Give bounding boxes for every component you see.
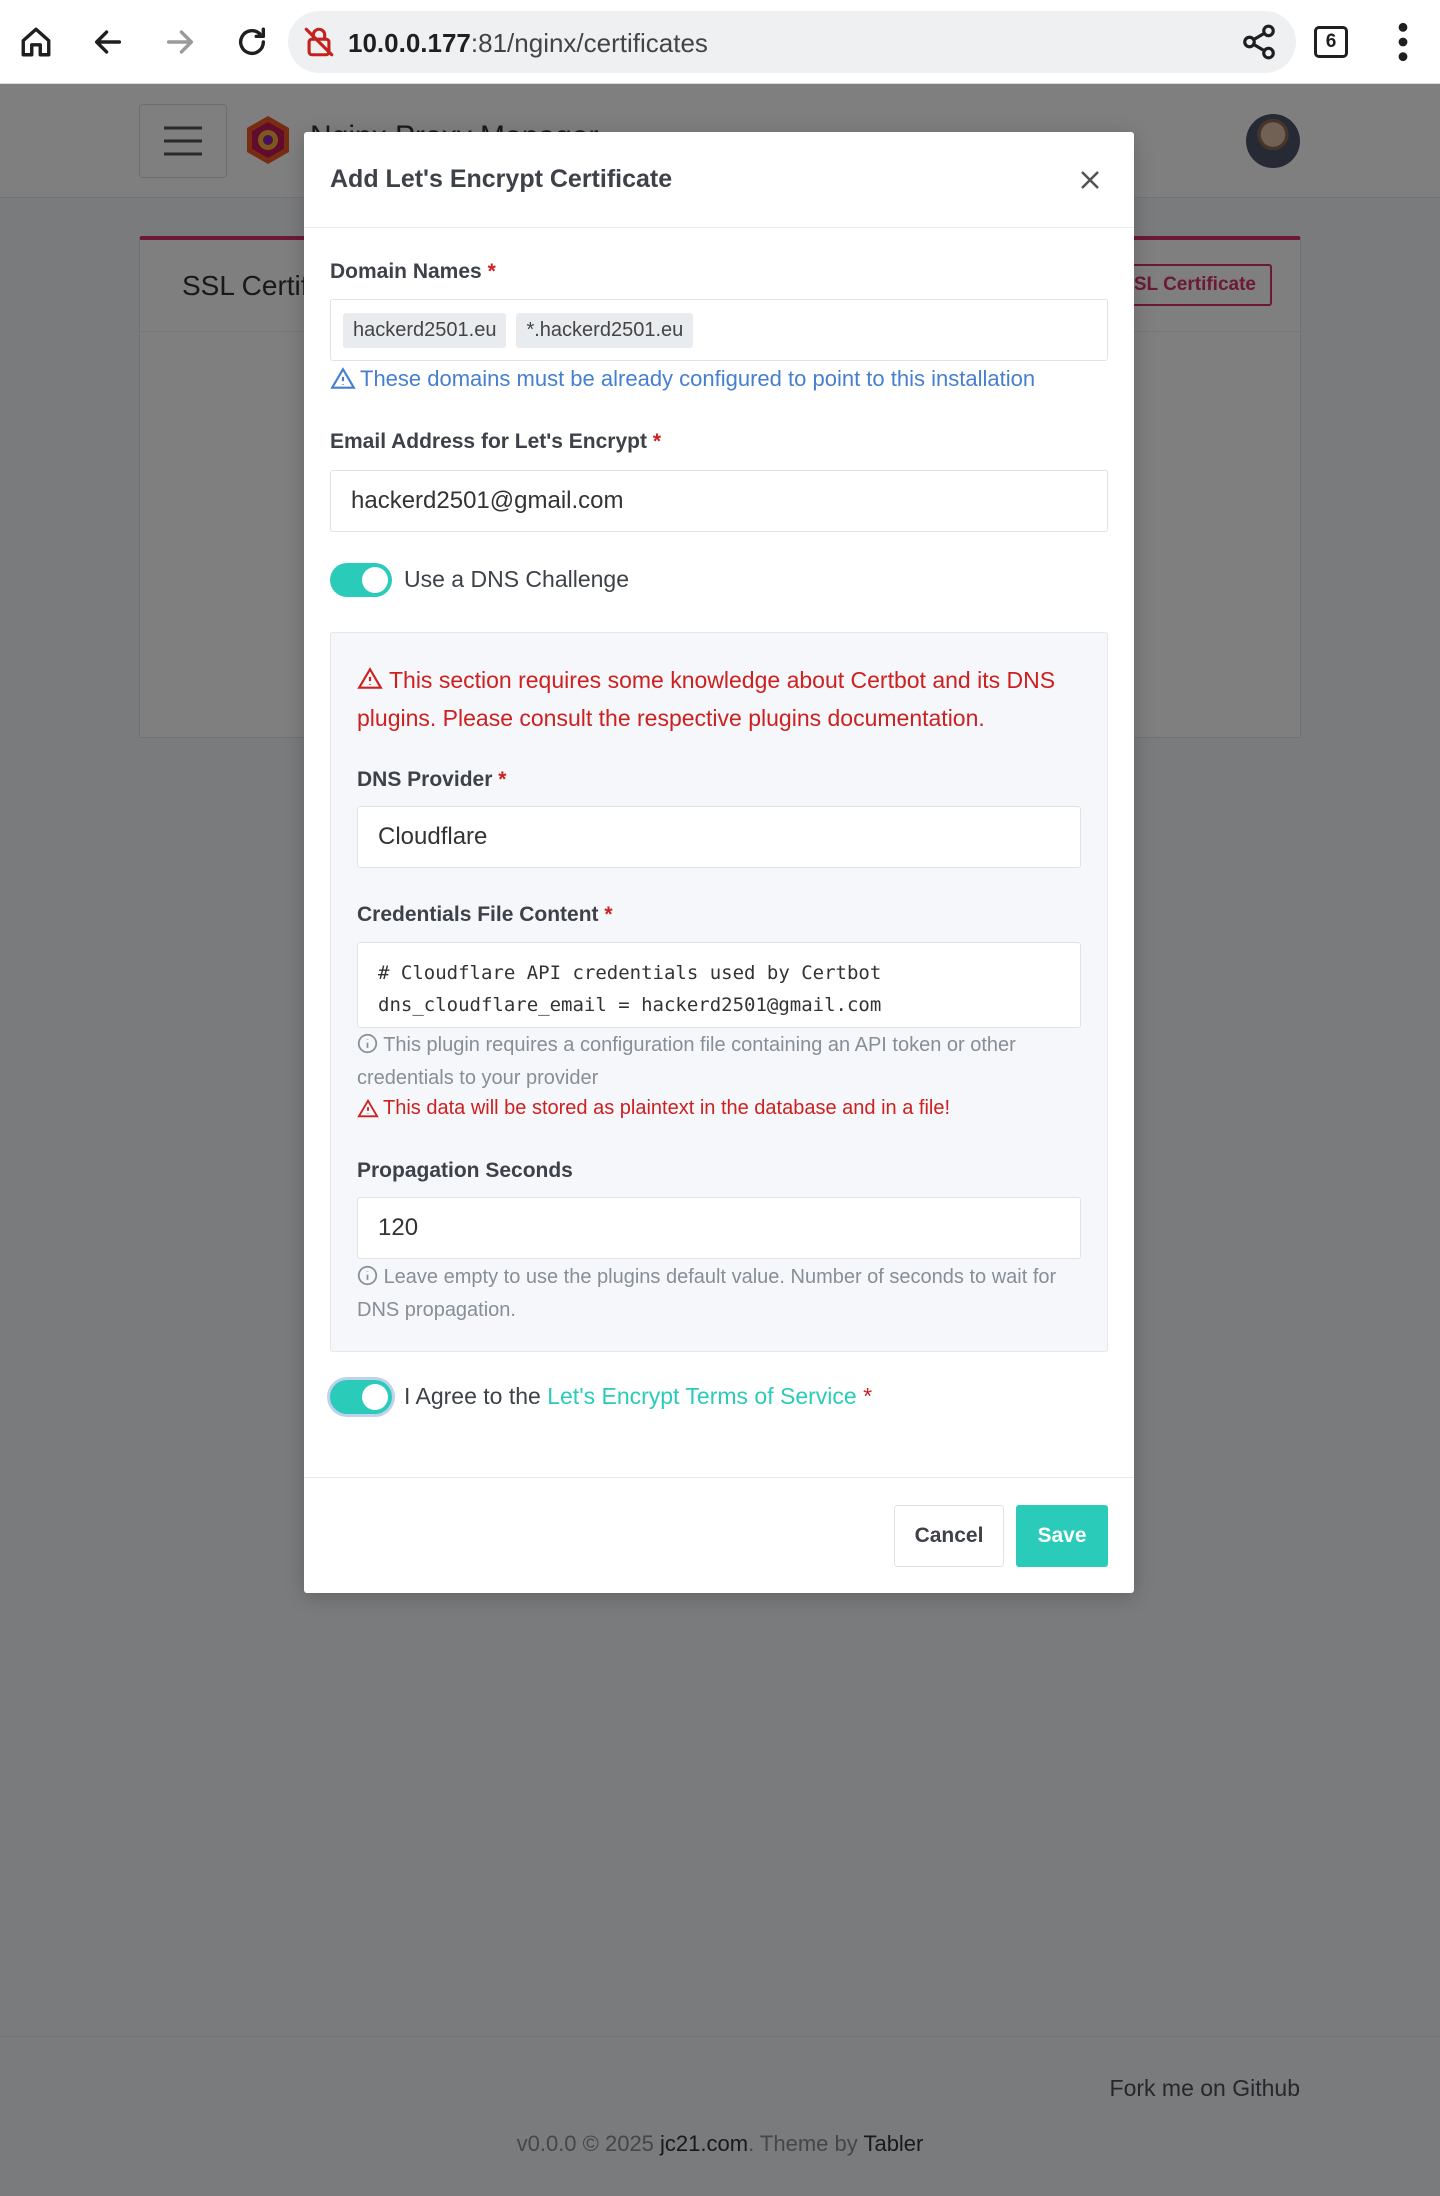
- required-marker: *: [498, 768, 507, 791]
- modal-header: [304, 132, 1134, 228]
- credentials-textarea[interactable]: # Cloudflare API credentials used by Certbot dns_cloudflare_email = hackerd2501@gmail.com: [357, 942, 1081, 1028]
- home-icon[interactable]: [8, 14, 64, 70]
- propagation-seconds-input[interactable]: 120: [357, 1197, 1081, 1259]
- agree-tos-label[interactable]: [404, 1383, 872, 1410]
- propagation-hint-text: Leave empty to use the plugins default value. Number of seconds to wait for DNS propagation.: [357, 1266, 1057, 1321]
- add-certificate-modal: [304, 132, 1134, 1593]
- url-port: :81: [470, 28, 508, 58]
- credentials-label: [357, 903, 613, 927]
- dns-provider-select[interactable]: Cloudflare: [357, 806, 1081, 868]
- info-icon: [357, 1265, 378, 1286]
- tab-count-button[interactable]: 6: [1314, 26, 1348, 58]
- credentials-label-text: Credentials File Content: [357, 903, 599, 926]
- url-text[interactable]: [348, 28, 708, 59]
- close-icon: [1076, 166, 1104, 194]
- dns-challenge-toggle[interactable]: [330, 563, 392, 597]
- save-button[interactable]: Save: [1016, 1505, 1108, 1567]
- email-label: [330, 430, 661, 454]
- address-bar[interactable]: [288, 11, 1296, 73]
- alert-triangle-icon: [330, 366, 356, 392]
- plaintext-warning: [357, 1097, 950, 1120]
- modal-title: Add Let's Encrypt Certificate: [330, 165, 673, 193]
- insecure-lock-icon[interactable]: [302, 25, 336, 59]
- email-label-text: Email Address for Let's Encrypt: [330, 430, 647, 453]
- certbot-warning-text: This section requires some knowledge about Certbot and its DNS plugins. Please consult the respective plugins documentation.: [357, 667, 1056, 731]
- cancel-button[interactable]: Cancel: [894, 1505, 1004, 1567]
- certbot-warning: [357, 661, 1087, 737]
- dns-challenge-label[interactable]: Use a DNS Challenge: [404, 566, 630, 592]
- credentials-hint-text: This plugin requires a configuration file containing an API token or other credentials to your provider: [357, 1034, 1016, 1089]
- modal-footer: [304, 1477, 1134, 1593]
- tos-link[interactable]: Let's Encrypt Terms of Service: [547, 1383, 857, 1409]
- reload-icon[interactable]: [224, 14, 280, 70]
- required-marker: *: [604, 903, 613, 926]
- alert-triangle-icon: [357, 666, 383, 692]
- required-marker: *: [652, 430, 661, 453]
- required-marker: *: [487, 260, 496, 283]
- url-path: /nginx/certificates: [507, 28, 708, 58]
- dns-provider-label: [357, 768, 506, 792]
- email-input[interactable]: hackerd2501@gmail.com: [330, 470, 1108, 532]
- close-button[interactable]: [1076, 166, 1104, 194]
- alert-triangle-icon: [357, 1098, 379, 1120]
- more-menu-icon[interactable]: [1390, 20, 1416, 64]
- domain-names-input[interactable]: [330, 299, 1108, 361]
- agree-prefix: I Agree to the: [404, 1383, 548, 1409]
- url-host: 10.0.0.177: [348, 28, 471, 58]
- domains-hint-text: These domains must be already configured to point to this installation: [360, 366, 1036, 391]
- propagation-label: Propagation Seconds: [357, 1159, 573, 1182]
- forward-icon[interactable]: [152, 14, 208, 70]
- domains-hint: [330, 366, 1035, 392]
- domain-names-label-text: Domain Names: [330, 260, 482, 283]
- plaintext-warning-text: This data will be stored as plaintext in the database and in a file!: [383, 1097, 951, 1119]
- propagation-hint: [357, 1261, 1087, 1327]
- dns-challenge-panel: [330, 632, 1108, 1352]
- credentials-hint: [357, 1029, 1087, 1095]
- agree-tos-toggle[interactable]: [330, 1380, 392, 1414]
- required-marker: *: [863, 1383, 873, 1409]
- share-icon[interactable]: [1240, 23, 1278, 61]
- info-icon: [357, 1033, 378, 1054]
- domain-tag[interactable]: *.hackerd2501.eu: [516, 313, 693, 348]
- dns-provider-label-text: DNS Provider: [357, 768, 493, 791]
- domain-tag[interactable]: hackerd2501.eu: [343, 313, 506, 348]
- browser-toolbar: [0, 0, 1440, 84]
- back-icon[interactable]: [80, 14, 136, 70]
- domain-names-label: [330, 260, 496, 284]
